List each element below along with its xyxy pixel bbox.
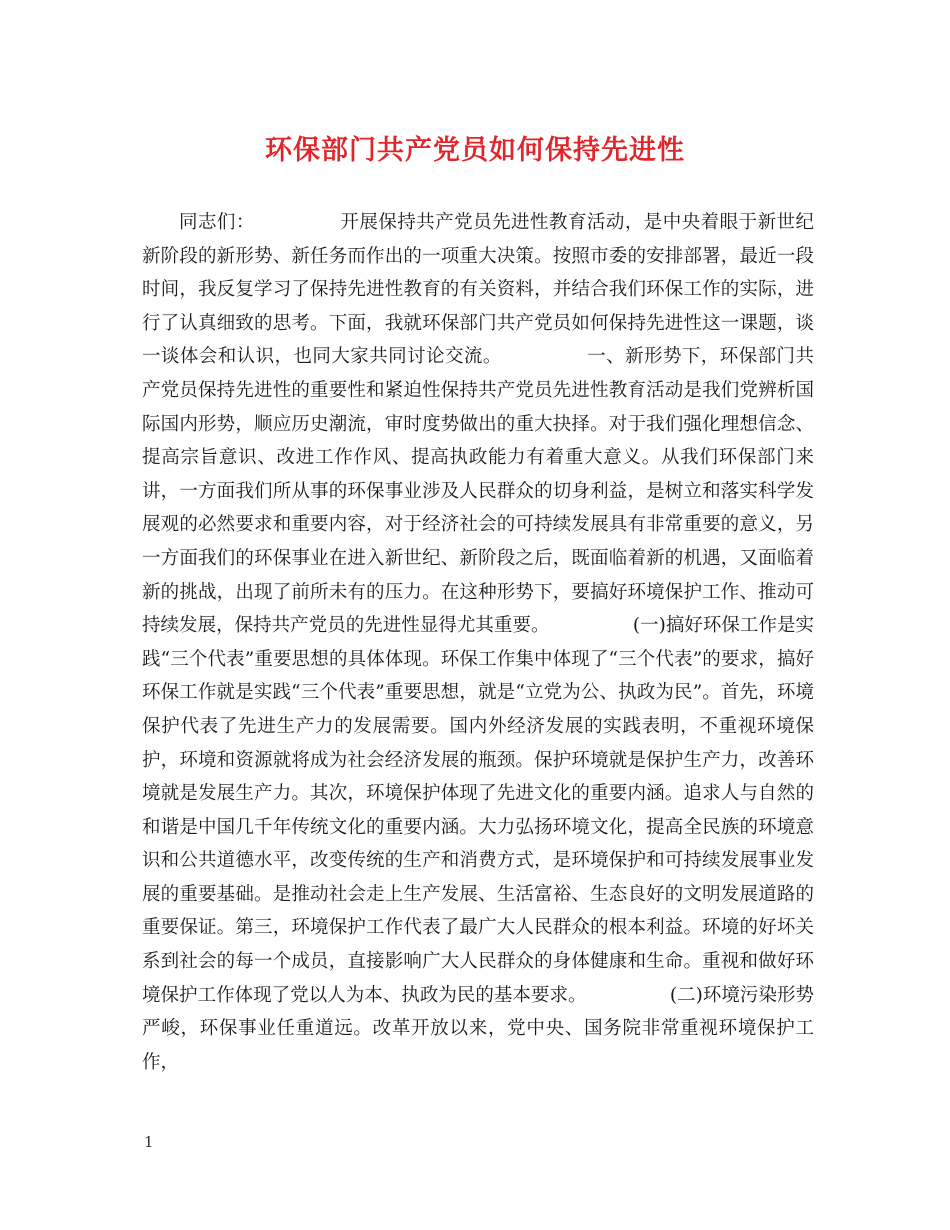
document-body: 同志们： 开展保持共产党员先进性教育活动，是中央着眼于新世纪新阶段的新形势、新任务而作出的一项重大决策。按照市委的安排部署，最近一段时间，我反复学习了保持先进性教育的有关资料，并结合我们环保工作的实际，进行了认真细致的思考。下面，我就环保部门共产党员如何保持先进性这一课题，谈一谈体会和认识，也同大家共同讨论交流。 一、新形势下，环保部门共产党员保持先进性的重要性和紧迫性保持共产党员先进性教育活动是我们党辨析国际国内形势，顺应历史潮流，审时度势做出的重大抉择。对于我们强化理想信念、提高宗旨意识、改进工作作风、提高执政能力有着重大意义。从我们环保部门来讲，一方面我们所从事的环保事业涉及人民群众的切身利益，是树立和落实科学发展观的必然要求和重要内容，对于经济社会的可持续发展具有非常重要的意义，另一方面我们的环保事业在进入新世纪、新阶段之后，既面临着新的机遇，又面临着新的挑战，出现了前所未有的压力。在这种形势下，要搞好环境保护工作、推动可持续发展，保持共产党员的先进性显得尤其重要。 (一)搞好环保工作是实践“三个代表”重要思想的具体体现。环保工作集中体现了“三个代表”的要求，搞好环保工作就是实践“三个代表”重要思想，就是“立党为公、执政为民”。首先，环境保护代表了先进生产力的发展需要。国内外经济发展的实践表明，不重视环境保护，环境和资源就将成为社会经济发展的瓶颈。保护环境就是保护生产力，改善环境就是发展生产力。其次，环境保护体现了先进文化的重要内涵。追求人与自然的和谐是中国几千年传统文化的重要内涵。大力弘扬环境文化，提高全民族的环境意识和公共道德水平，改变传统的生产和消费方式，是环境保护和可持续发展事业发展的重要基础。是推动社会走上生产发展、生活富裕、生态良好的文明发展道路的重要保证。第三，环境保护工作代表了最广大人民群众的根本利益。环境的好坏关系到社会的每一个成员，直接影响广大人民群众的身体健康和生命。重视和做好环境保护工作体现了党以人为本、执政为民的基本要求。 (二)环境污染形势严峻，环保事业任重道远。改革开放以来，党中央、国务院非常重视环境保护工作， bbox=[142, 212, 814, 1073]
document-title: 环保部门共产党员如何保持先进性 bbox=[265, 135, 685, 166]
page-number: 1 bbox=[144, 1133, 154, 1151]
